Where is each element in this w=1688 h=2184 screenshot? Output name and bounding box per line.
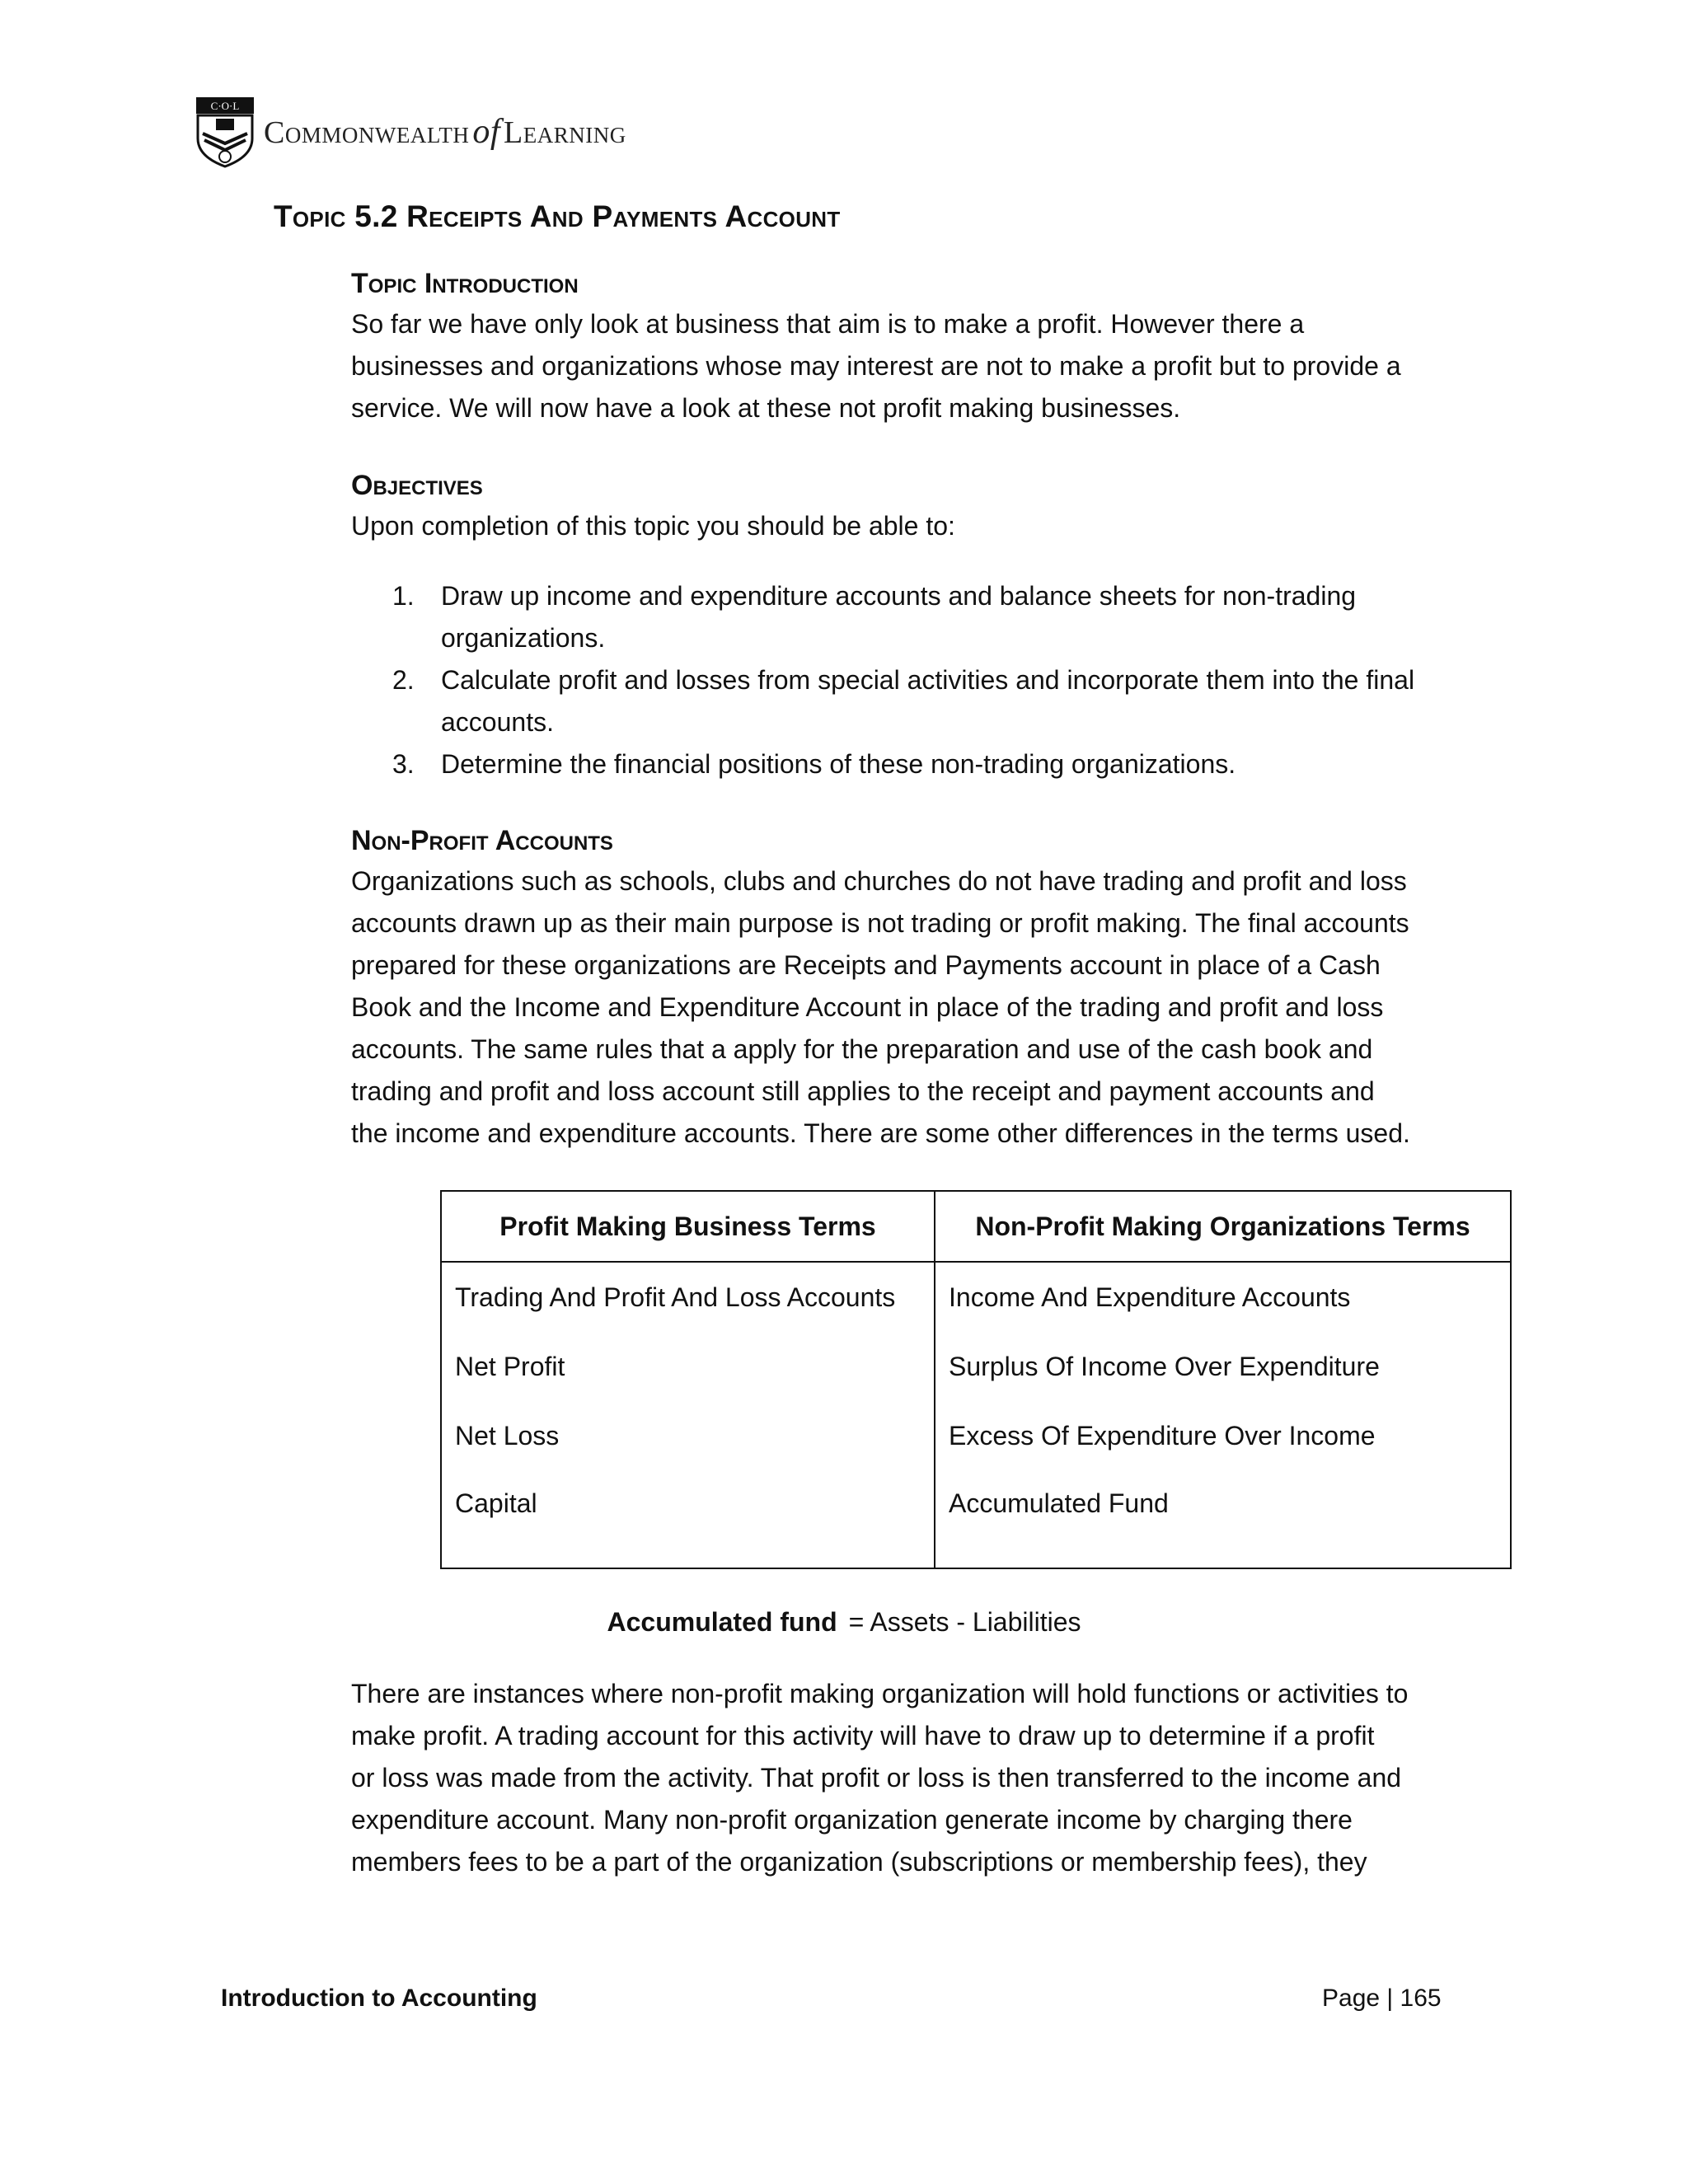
nonprofit-line: Book and the Income and Expenditure Account in place of the trading and profit and loss xyxy=(351,992,1384,1022)
formula-expression: = Assets - Liabilities xyxy=(848,1607,1081,1637)
table-cell: Excess Of Expenditure Over Income xyxy=(935,1401,1511,1470)
table-header: Non-Profit Making Organizations Terms xyxy=(935,1191,1511,1262)
objectives-lead: Upon completion of this topic you should be able to: xyxy=(351,511,955,541)
footer-page-number: Page | 165 xyxy=(1322,1985,1442,2012)
closing-line: members fees to be a part of the organization (subscriptions or membership fees), they xyxy=(351,1847,1367,1877)
nonprofit-line: trading and profit and loss account still applies to the receipt and payment accounts and xyxy=(351,1076,1375,1106)
intro-line: So far we have only look at business that aim is to make a profit. However there a xyxy=(351,309,1305,339)
col-shield-icon xyxy=(195,96,256,168)
objectives-section xyxy=(351,466,1472,785)
formula-label: Accumulated fund xyxy=(607,1607,837,1637)
table-cell: Income And Expenditure Accounts xyxy=(935,1262,1511,1332)
nonprofit-line: Organizations such as schools, clubs and churches do not have trading and profit and loss xyxy=(351,866,1407,896)
table-header: Profit Making Business Terms xyxy=(441,1191,935,1262)
logo-wordmark: Commonwealthof Learning xyxy=(264,113,626,151)
nonprofit-heading: Non-Profit Accounts xyxy=(351,825,613,856)
closing-line: There are instances where non-profit making organization will hold functions or activities to xyxy=(351,1679,1409,1708)
table-cell: Accumulated Fund xyxy=(935,1470,1511,1568)
col-logo xyxy=(195,96,626,168)
table-cell: Net Profit xyxy=(441,1332,935,1401)
list-item: 2. Calculate profit and losses from special activities and incorporate them into the final accounts. xyxy=(392,665,1415,737)
table-cell: Net Loss xyxy=(441,1401,935,1470)
objectives-list xyxy=(351,575,1472,785)
table-row xyxy=(441,1470,1511,1568)
intro-line: businesses and organizations whose may interest are not to make a profit but to provide a xyxy=(351,351,1401,381)
terms-table xyxy=(440,1190,1512,1569)
list-item: 3. Determine the financial positions of these non-trading organizations. xyxy=(392,749,1236,779)
footer-course-title: Introduction to Accounting xyxy=(221,1985,537,2012)
table-header-row xyxy=(441,1191,1511,1262)
nonprofit-line: prepared for these organizations are Receipts and Payments account in place of a Cash xyxy=(351,950,1381,980)
table-row xyxy=(441,1332,1511,1401)
objectives-heading: Objectives xyxy=(351,470,483,501)
nonprofit-line: accounts. The same rules that a apply for the preparation and use of the cash book and xyxy=(351,1034,1373,1064)
table-cell: Surplus Of Income Over Expenditure xyxy=(935,1332,1511,1401)
intro-line: service. We will now have a look at these not profit making businesses. xyxy=(351,393,1181,423)
nonprofit-line: the income and expenditure accounts. There are some other differences in the terms used. xyxy=(351,1118,1410,1148)
topic-title: Topic 5.2 Receipts And Payments Account xyxy=(274,199,841,233)
nonprofit-section xyxy=(351,821,1472,1155)
table-cell: Capital xyxy=(441,1470,935,1568)
intro-heading: Topic Introduction xyxy=(351,268,579,299)
closing-line: make profit. A trading account for this activity will have to draw up to determine if a profit xyxy=(351,1721,1375,1750)
svg-text:C·O·L: C·O·L xyxy=(210,100,240,112)
list-item: 1. Draw up income and expenditure accounts and balance sheets for non-trading organizations. xyxy=(392,581,1357,653)
closing-line: or loss was made from the activity. That profit or loss is then transferred to the income and xyxy=(351,1763,1402,1793)
intro-section xyxy=(351,264,1472,429)
table-row xyxy=(441,1262,1511,1332)
accumulated-fund-formula xyxy=(0,1607,1688,1638)
closing-section xyxy=(351,1673,1472,1883)
nonprofit-line: accounts drawn up as their main purpose is not trading or profit making. The final accounts xyxy=(351,908,1409,938)
closing-line: expenditure account. Many non-profit organization generate income by charging there xyxy=(351,1805,1353,1835)
table-row xyxy=(441,1401,1511,1470)
table-cell: Trading And Profit And Loss Accounts xyxy=(441,1262,935,1332)
